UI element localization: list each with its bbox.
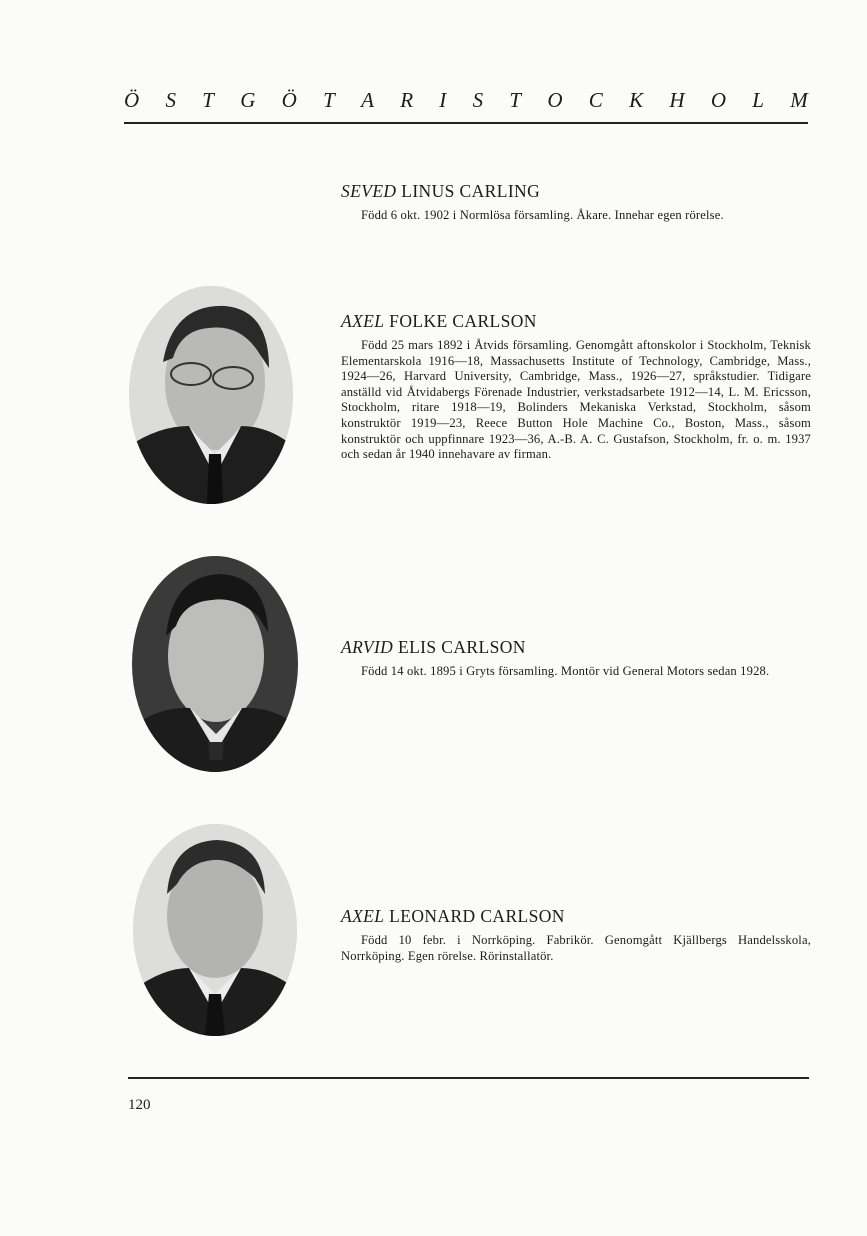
- header-letter: T: [202, 88, 214, 112]
- footer-rule: [128, 1077, 809, 1079]
- header-letter: H: [669, 88, 685, 112]
- header-letter: Ö: [124, 88, 140, 112]
- entry-name: [341, 311, 811, 332]
- page-number: 120: [128, 1097, 151, 1113]
- entry-axel-leonard-carlson: [341, 906, 811, 964]
- entry-axel-folke-carlson: [341, 311, 811, 463]
- entry-surname: ELIS CARLSON: [393, 637, 526, 657]
- portrait-arvid-elis-carlson: [132, 556, 298, 772]
- header-letter: T: [323, 88, 335, 112]
- header-letter: Ö: [281, 88, 297, 112]
- entry-bio: Född 10 febr. i Norrköping. Fabrikör. Genomgått Kjällbergs Handelsskola, Norrköping. Egen rörelse. Rörinstallatör.: [341, 933, 811, 963]
- entry-given-name: AXEL: [341, 906, 385, 926]
- header-rule: [124, 122, 808, 124]
- entry-seved-carling: [341, 181, 811, 224]
- entry-given-name: SEVED: [341, 181, 397, 201]
- header-letter: S: [165, 88, 176, 112]
- entry-bio: Född 14 okt. 1895 i Gryts församling. Montör vid General Motors sedan 1928.: [361, 664, 770, 678]
- header-letter: L: [752, 88, 764, 112]
- header-letter: I: [439, 88, 447, 112]
- entry-surname: FOLKE CARLSON: [384, 311, 537, 331]
- header-letter: A: [361, 88, 374, 112]
- entry-given-name: AXEL: [341, 311, 385, 331]
- header-letter: G: [240, 88, 256, 112]
- header-letter: S: [472, 88, 484, 112]
- running-header: [124, 88, 808, 113]
- entry-name: [341, 906, 811, 927]
- header-letter: O: [710, 88, 726, 112]
- header-letter: C: [588, 88, 603, 112]
- entry-bio: Född 6 okt. 1902 i Normlösa församling. Åkare. Innehar egen rörelse.: [361, 208, 724, 222]
- entry-name: [341, 181, 811, 202]
- header-letter: R: [400, 88, 414, 112]
- header-letter: T: [509, 88, 522, 112]
- entry-arvid-elis-carlson: [341, 637, 811, 680]
- entry-surname: LINUS CARLING: [396, 181, 541, 201]
- header-letter: K: [629, 88, 644, 112]
- entry-bio: Född 25 mars 1892 i Åtvids församling. Genomgått aftonskolor i Stockholm, Teknisk Elementarskola 1916—18, Massachusetts Institute of Technology, Cambridge, Mass., 1924—26, Harvard University, Cambridge, Mass., 1926—27, språkstudier. Tidigare anställd vid Åtvidabergs Förenade Industrier, verkstadsarbete 1912—14, L. M. Ericsson, Stockholm, ritare 1918—19, Bolinders Mekaniska Verkstad, Stockholm, såsom konstruktör 1919—23, Reece Button Hole Machine Co., Boston, Mass., såsom konstruktör och uppfinnare 1923—36, A.-B. A. C. Gustafson, Stockholm, fr. o. m. 1937 och sedan år 1940 innehavare av firman.: [341, 338, 811, 462]
- entry-surname: LEONARD CARLSON: [384, 906, 565, 926]
- portrait-axel-leonard-carlson: [133, 824, 297, 1036]
- portrait-axel-folke-carlson: [129, 286, 293, 504]
- entry-given-name: ARVID: [341, 637, 394, 657]
- header-letter: M: [790, 88, 808, 112]
- entry-name: [341, 637, 811, 658]
- header-letter: O: [547, 88, 563, 112]
